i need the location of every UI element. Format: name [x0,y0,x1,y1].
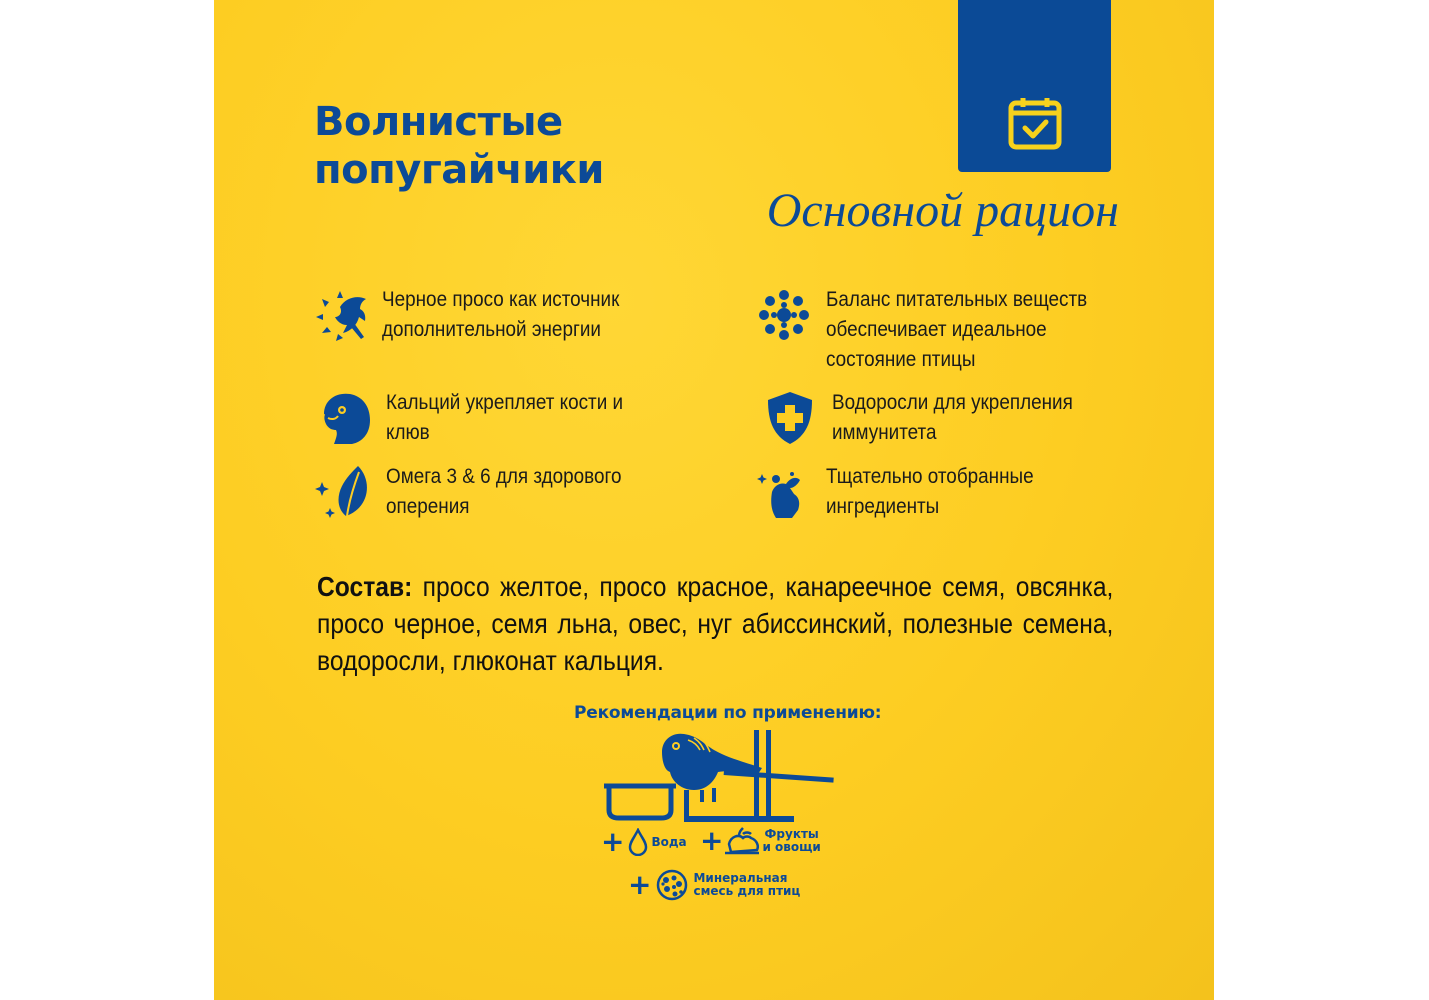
mineral-addition [628,868,800,902]
feature-omega [314,462,648,522]
water-label: Вода [651,834,687,849]
feature-text: Омега 3 & 6 для здорового оперения [386,465,622,518]
feature-text: Тщательно отобранные ингредиенты [826,465,1034,518]
feature-text: Черное просо как источник дополнительной энергии [382,288,620,341]
parrot-head-icon [314,388,374,448]
recommendations-title: Рекомендации по применению: [574,703,882,723]
mineral-label: Минеральная смесь для птиц [693,871,801,898]
feature-balance [754,285,1116,375]
plus-sign: + [700,824,724,857]
composition [317,568,1113,679]
water-drop-icon [628,828,648,856]
plus-sign: + [628,868,652,901]
fruits-addition [700,826,821,856]
page-title: Волнистые попугайчики [314,99,604,193]
mineral-mix-icon [655,868,689,902]
water-addition [601,825,687,858]
fruit-vegetable-icon [725,826,759,856]
feature-text: Кальций укрепляет кости и клюв [386,391,624,444]
parrot-sun-icon [310,285,370,345]
product-panel [214,0,1214,1000]
flower-nutrients-icon [754,285,814,345]
feature-calcium [314,388,649,448]
plus-sign: + [601,825,625,858]
parrot-feeding-illustration [604,730,834,825]
calendar-tab [958,0,1111,172]
hand-seed-icon [754,462,814,522]
fruits-label: Фрукты и овощи [762,827,821,854]
calendar-check-icon [1008,98,1062,150]
shield-plus-icon [760,388,820,448]
feather-sparkle-icon [314,462,374,522]
diet-subtitle: Основной рацион [766,184,1119,237]
feature-energy [310,285,646,345]
feature-text: Водоросли для укрепления иммунитета [832,391,1073,444]
composition-text: просо желтое, просо красное, канареечное семя, овсянка, просо черное, семя льна, овес, нуг абиссинский, полезные семена, водоросли, глюконат кальция. [317,571,1114,676]
feature-immunity [760,388,1100,448]
feature-text: Баланс питательных веществ обеспечивает идеальное состояние птицы [826,288,1088,371]
feature-ingredients [754,462,1057,522]
composition-label: Состав: [317,571,413,602]
